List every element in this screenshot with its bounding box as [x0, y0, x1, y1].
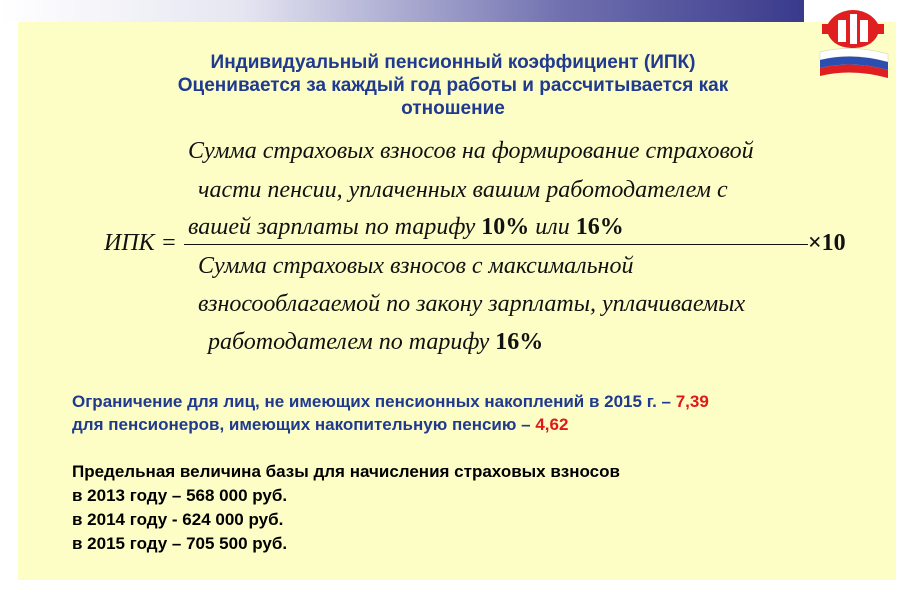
numerator-or: или [535, 214, 570, 240]
limit-text-1: Ограничение для лиц, не имеющих пенсионных накоплений в 2015 г. – [72, 392, 671, 411]
numerator-line-1: Сумма страховых взносов на формирование страховой [188, 138, 754, 164]
base-item-2013: в 2013 году – 568 000 руб. [72, 486, 288, 505]
limit-text-2: для пенсионеров, имеющих накопительную пенсию – [72, 415, 531, 434]
formula-multiplier [808, 230, 846, 257]
base-item-2014: в 2014 году - 624 000 руб. [72, 510, 284, 529]
numerator-rate-1: 10% [481, 214, 530, 240]
denominator-line-2: взносооблагаемой по закону зарплаты, уплачиваемых [198, 291, 746, 317]
header-gradient-bar [0, 0, 804, 22]
slide-subtitle-cont: отношение [401, 98, 505, 119]
limit-line-1 [72, 392, 709, 412]
numerator-line-2: части пенсии, уплаченных вашим работодателем с [198, 177, 728, 203]
limit-value-1: 7,39 [675, 392, 709, 411]
numerator-rate-2: 16% [575, 214, 624, 240]
numerator-line-3 [188, 214, 624, 241]
base-heading: Предельная величина базы для начисления страховых взносов [72, 462, 620, 481]
limit-line-2 [72, 415, 568, 435]
slide-subtitle: Оценивается за каждый год работы и рассчитывается как [177, 75, 729, 96]
fraction-line [184, 244, 808, 245]
slide-title: Индивидуальный пенсионный коэффициент (ИПК) [210, 52, 696, 73]
denominator-line-3 [208, 329, 543, 356]
limit-value-2: 4,62 [535, 415, 569, 434]
multiplier-value: ×10 [808, 230, 846, 256]
base-item-2015: в 2015 году – 705 500 руб. [72, 534, 288, 553]
denominator-text: работодателем по тарифу [208, 329, 490, 355]
denominator-rate: 16% [495, 329, 544, 355]
denominator-line-1: Сумма страховых взносов с максимальной [198, 253, 634, 279]
numerator-text: вашей зарплаты по тарифу [188, 214, 476, 240]
formula-lhs: ИПК = [104, 230, 177, 256]
